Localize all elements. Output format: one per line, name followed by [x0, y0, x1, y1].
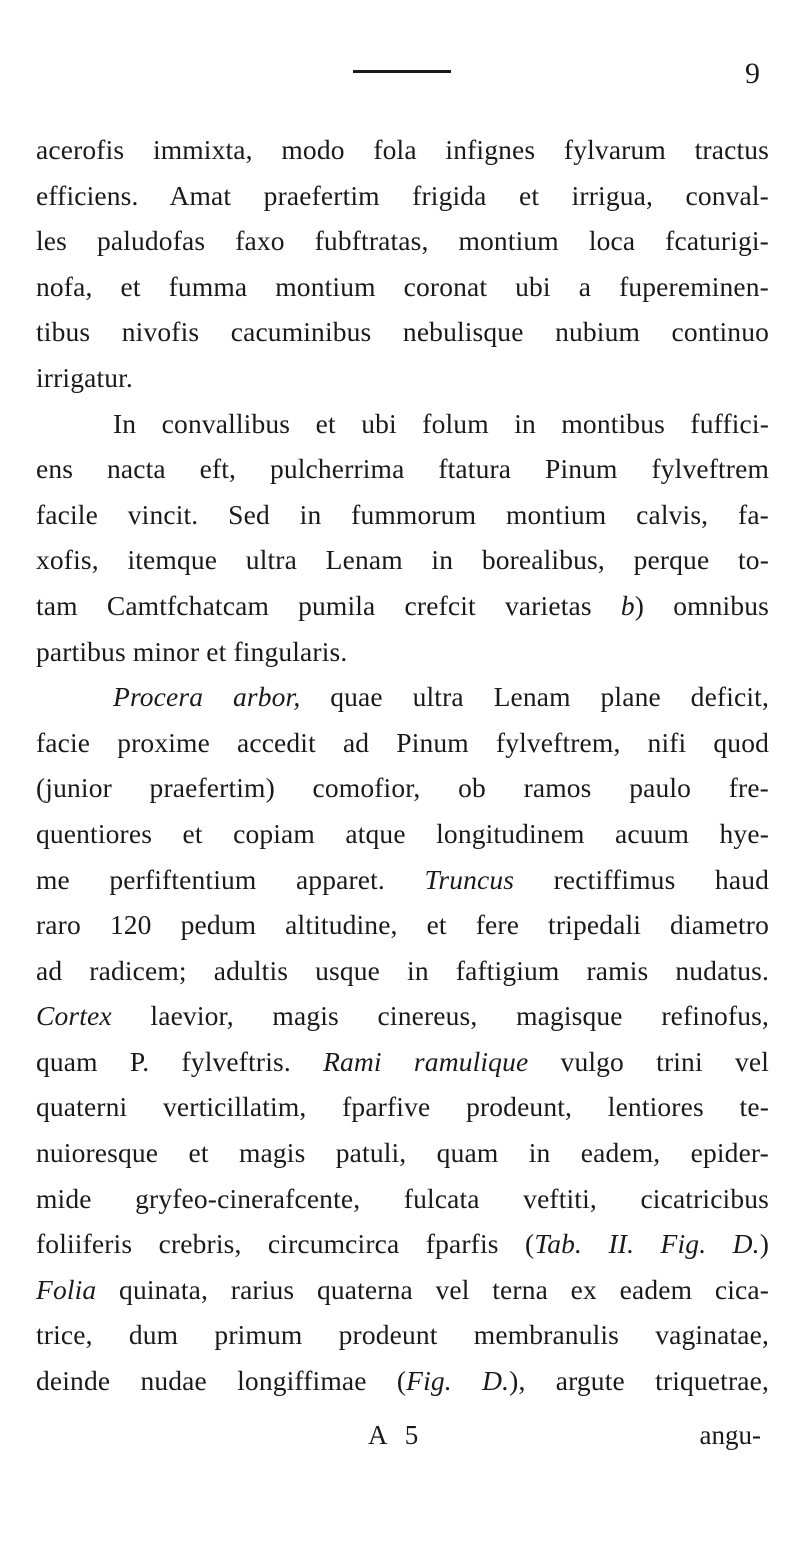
text-line	[36, 629, 769, 675]
italic-text: Procera arbor,	[113, 681, 301, 713]
text-segment: facile vincit. Sed in fummorum montium calvis, fa-	[36, 498, 769, 530]
text-line	[36, 264, 769, 310]
text-segment: ad radicem; adultis usque in faftigium ramis nudatus.	[36, 954, 769, 986]
text-segment: (junior praefertim) comofior, ob ramos paulo fre-	[36, 772, 769, 804]
text-line	[36, 993, 769, 1039]
text-segment: trice, dum primum prodeunt membranulis vaginatae,	[36, 1319, 769, 1351]
text-segment: nuioresque et magis patuli, quam in eadem, epider-	[36, 1137, 769, 1169]
text-line	[36, 1130, 769, 1176]
text-segment: ens nacta eft, pulcherrima ftatura Pinum fylveftrem	[36, 453, 769, 485]
text-line	[36, 1084, 769, 1130]
italic-text: Folia	[36, 1273, 97, 1305]
signature-mark: A 5	[368, 1420, 425, 1450]
text-line	[36, 1358, 769, 1404]
text-segment: vulgo trini vel	[528, 1045, 769, 1077]
text-segment: quentiores et copiam atque longitudinem acuum hye-	[36, 817, 769, 849]
text-segment: quaterni verticillatim, fparfive prodeunt, lentiores te-	[36, 1091, 769, 1123]
text-segment: quae ultra Lenam plane deficit,	[300, 681, 769, 713]
text-line	[36, 811, 769, 857]
italic-text: Tab. II. Fig. D.	[534, 1228, 760, 1260]
text-line	[36, 720, 769, 766]
text-segment: nofa, et fumma montium coronat ubi a fupereminen-	[36, 270, 769, 302]
text-segment: quam P. fylveftris.	[36, 1045, 324, 1077]
text-segment: deinde nudae longiffimae (	[36, 1365, 407, 1397]
text-line	[36, 127, 769, 173]
italic-text: Cortex	[36, 1000, 112, 1032]
text-line	[36, 355, 769, 401]
text-segment: laevior, magis cinereus, magisque refinofus,	[111, 1000, 769, 1032]
text-segment: In convallibus et ubi folum in montibus fuffici-	[113, 407, 769, 439]
text-line	[36, 1267, 769, 1313]
text-segment: les paludofas faxo fubftratas, montium loca fcaturigi-	[36, 225, 769, 257]
text-line	[36, 446, 769, 492]
text-segment: tibus nivofis cacuminibus nebulisque nubium continuo	[36, 316, 769, 348]
text-line	[36, 401, 769, 447]
text-segment: mide gryfeo-cinerafcente, fulcata veftiti, cicatricibus	[36, 1182, 769, 1214]
text-line	[36, 583, 769, 629]
text-segment: ), argute triquetrae,	[509, 1365, 769, 1397]
header-rule	[353, 70, 451, 73]
catchword: angu-	[699, 1420, 761, 1450]
text-segment: efficiens. Amat praefertim frigida et irrigua, conval-	[36, 179, 769, 211]
text-segment: partibus minor et fingularis.	[36, 635, 348, 667]
text-segment: raro 120 pedum altitudine, et fere tripedali diametro	[36, 909, 769, 941]
text-segment: tam Camtfchatcam pumila crefcit varietas	[36, 589, 621, 621]
text-segment: irrigatur.	[36, 361, 133, 393]
italic-text: Truncus	[424, 863, 515, 895]
text-segment: foliiferis crebris, circumcirca fparfis (	[36, 1228, 535, 1260]
text-line	[36, 1312, 769, 1358]
text-line	[36, 765, 769, 811]
text-line	[36, 309, 769, 355]
text-line	[36, 218, 769, 264]
italic-text: Rami ramulique	[323, 1045, 529, 1077]
text-line	[36, 1039, 769, 1085]
text-line	[36, 173, 769, 219]
text-segment: facie proxime accedit ad Pinum fylveftrem, nifi quod	[36, 726, 769, 758]
text-segment: xofis, itemque ultra Lenam in borealibus, perque to-	[36, 544, 769, 576]
text-line	[36, 1176, 769, 1222]
italic-text: Fig. D.	[406, 1365, 510, 1397]
text-line	[36, 674, 769, 720]
italic-text: b	[620, 589, 635, 621]
page-number: 9	[745, 57, 760, 90]
text-line	[36, 1221, 769, 1267]
text-line	[36, 537, 769, 583]
text-segment: ) omnibus	[634, 589, 769, 621]
text-segment: rectiffimus haud	[514, 863, 769, 895]
page-footer	[36, 1413, 769, 1458]
text-segment: quinata, rarius quaterna vel terna ex eadem cica-	[96, 1273, 769, 1305]
text-line	[36, 902, 769, 948]
text-line	[36, 948, 769, 994]
body-text	[36, 127, 769, 1404]
text-segment: me perfiftentium apparet.	[36, 863, 425, 895]
text-line	[36, 492, 769, 538]
text-segment: acerofis immixta, modo fola infignes fylvarum tractus	[36, 134, 769, 165]
text-segment: )	[759, 1228, 769, 1260]
text-line	[36, 857, 769, 903]
